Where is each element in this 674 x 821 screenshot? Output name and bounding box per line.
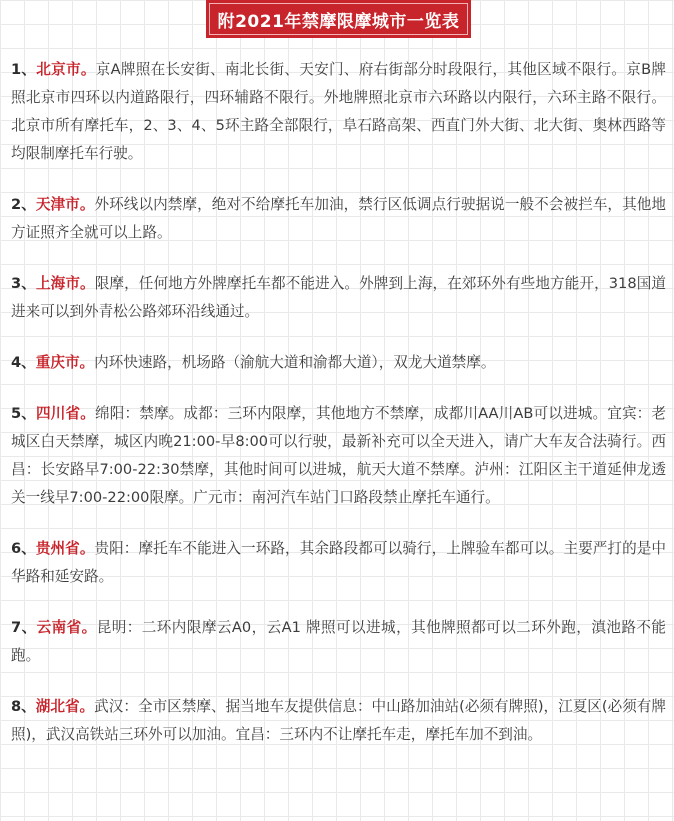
section-text: 绵阳：禁摩。成都：三环内限摩，其他地方不禁摩，成都川AA川AB可以进城。宜宾：老城区白天禁摩，城区内晚21:00-早8:00可以行驶，最新补充可以全天进入，请广大车友合法骑行。西昌：长安路早7:00-22:30禁摩，其他时间可以进城，航天大道不禁摩。泸州：江阳区主干道延伸龙透关一线早7:00-22:00限摩。广元市：南河汽车站门口路段禁止摩托车通行。 bbox=[11, 405, 667, 506]
section-sichuan bbox=[11, 400, 666, 512]
section-place: 贵州省。 bbox=[35, 540, 95, 557]
page-title: 附2021年禁摩限摩城市一览表 bbox=[209, 3, 468, 35]
section-tianjin bbox=[11, 191, 666, 247]
section-text: 京A牌照在长安街、南北长街、天安门、府右街部分时段限行，其他区域不限行。京B牌照北京市四环以内道路限行，四环辅路不限行。外地牌照北京市六环路以内限行，六环主路不限行。北京市所有摩托车，2、3、4、5环主路全部限行，阜石路高架、西直门外大街、北大街、奥林西路等均限制摩托车行驶。 bbox=[11, 61, 667, 162]
section-guizhou bbox=[11, 535, 666, 591]
section-place: 天津市。 bbox=[35, 196, 95, 213]
section-place: 湖北省。 bbox=[35, 698, 95, 715]
section-number: 2、 bbox=[11, 196, 36, 213]
section-yunnan bbox=[11, 614, 666, 670]
section-text: 限摩，任何地方外牌摩托车都不能进入。外牌到上海，在郊环外有些地方能开，318国道进来可以到外青松公路郊环沿线通过。 bbox=[11, 275, 666, 320]
section-text: 内环快速路，机场路（渝航大道和渝都大道），双龙大道禁摩。 bbox=[94, 354, 496, 371]
section-number: 8、 bbox=[11, 698, 36, 715]
section-shanghai bbox=[11, 270, 666, 326]
section-place: 四川省。 bbox=[36, 405, 95, 422]
section-number: 4、 bbox=[11, 354, 36, 371]
section-number: 6、 bbox=[11, 540, 36, 557]
section-text: 贵阳：摩托车不能进入一环路，其余路段都可以骑行，上牌验车都可以。主要严打的是中华路和延安路。 bbox=[11, 540, 666, 585]
section-text: 武汉：全市区禁摩、据当地车友提供信息：中山路加油站(必须有牌照)，江夏区(必须有牌照)，武汉高铁站三环外可以加油。宜昌：三环内不让摩托车走，摩托车加不到油。 bbox=[11, 698, 666, 743]
section-hubei bbox=[11, 693, 666, 749]
section-place: 云南省。 bbox=[36, 619, 97, 636]
section-number: 1、 bbox=[11, 61, 37, 78]
section-text: 外环线以内禁摩，绝对不给摩托车加油，禁行区低调点行驶据说一般不会被拦车，其他地方证照齐全就可以上路。 bbox=[11, 196, 666, 241]
section-number: 5、 bbox=[11, 405, 37, 422]
section-place: 北京市。 bbox=[36, 61, 96, 78]
section-beijing bbox=[11, 56, 666, 168]
section-number: 3、 bbox=[11, 275, 36, 292]
section-place: 上海市。 bbox=[35, 275, 95, 292]
section-place: 重庆市。 bbox=[35, 354, 95, 371]
article-content bbox=[11, 56, 666, 772]
section-chongqing bbox=[11, 349, 666, 377]
section-text: 昆明：二环内限摩云A0，云A1 牌照可以进城，其他牌照都可以二环外跑，滇池路不能跑。 bbox=[11, 619, 666, 664]
title-banner bbox=[206, 0, 471, 38]
section-number: 7、 bbox=[11, 619, 37, 636]
